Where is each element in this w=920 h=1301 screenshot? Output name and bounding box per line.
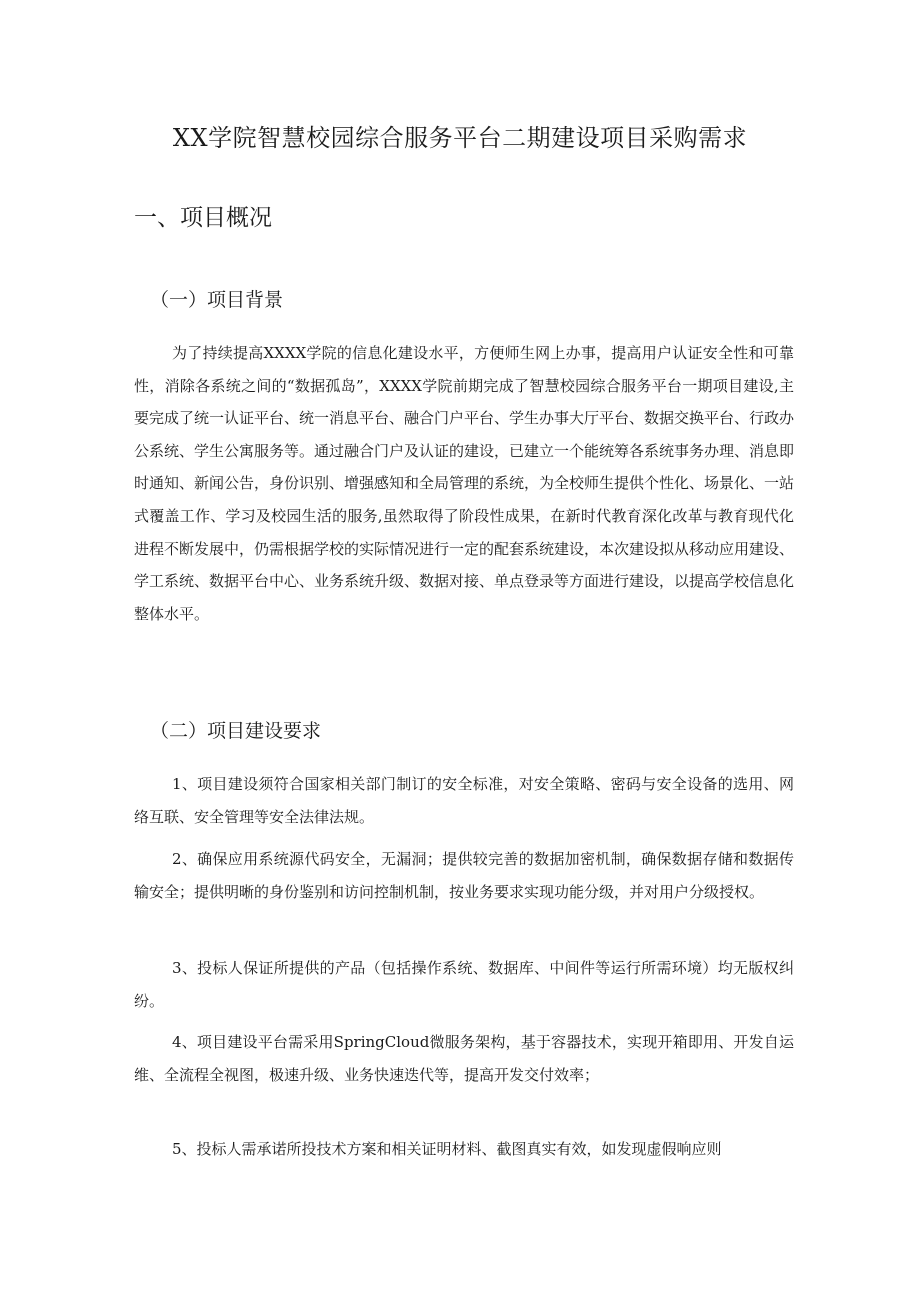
requirement-item-5: 5、投标人需承诺所投技术方案和相关证明材料、截图真实有效，如发现虚假响应则 bbox=[172, 1140, 722, 1158]
document-title: XX学院智慧校园综合服务平台二期建设项目采购需求 bbox=[172, 124, 748, 152]
requirement-item-2: 2、确保应用系统源代码安全，无漏洞；提供较完善的数据加密机制，确保数据存储和数据传输安全；提供明晰的身份鉴别和访问控制机制，按业务要求实现功能分级，并对用户分级授权。 bbox=[134, 850, 794, 901]
subsection-heading-background: （一）项目背景 bbox=[150, 289, 284, 311]
requirement-item-3: 3、投标人保证所提供的产品（包括操作系统、数据库、中间件等运行所需环境）均无版权纠纷。 bbox=[134, 959, 794, 1010]
section-heading-overview: 一、项目概况 bbox=[134, 205, 272, 231]
requirement-item-4: 4、项目建设平台需采用SpringCloud微服务架构，基于容器技术，实现开箱即用、开发自运维、全流程全视图，极速升级、业务快速迭代等，提高开发交付效率； bbox=[134, 1033, 794, 1084]
requirement-item-1: 1、项目建设须符合国家相关部门制订的安全标准，对安全策略、密码与安全设备的选用、网络互联、安全管理等安全法律法规。 bbox=[134, 775, 794, 826]
background-paragraph: 为了持续提高XXXX学院的信息化建设水平，方便师生网上办事，提高用户认证安全性和可靠性，消除各系统之间的“数据孤岛”，XXXX学院前期完成了智慧校园综合服务平台一期项目建设,主要完成了统一认证平台、统一消息平台、融合门户平台、学生办事大厅平台、数据交换平台、行政办公系统、学生公寓服务等。通过融合门户及认证的建设，已建立一个能统筹各系统事务办理、消息即时通知、新闻公告，身份识别、增强感知和全局管理的系统，为全校师生提供个性化、场景化、一站式覆盖工作、学习及校园生活的服务,虽然取得了阶段性成果，在新时代教育深化改革与教育现代化进程不断发展中，仍需根据学校的实际情况进行一定的配套系统建设，本次建设拟从移动应用建设、学工系统、数据平台中心、业务系统升级、数据对接、单点登录等方面进行建设，以提高学校信息化整体水平。 bbox=[134, 344, 795, 623]
subsection-heading-requirements: （二）项目建设要求 bbox=[150, 720, 322, 742]
